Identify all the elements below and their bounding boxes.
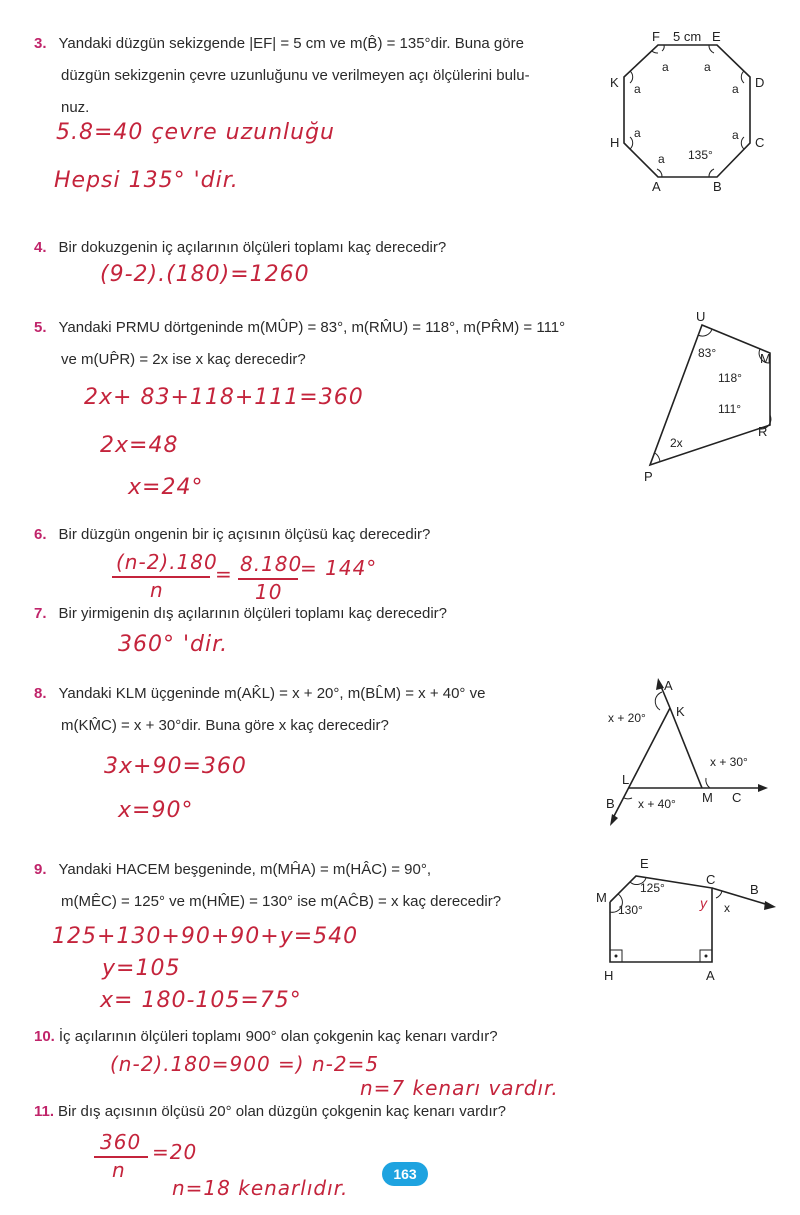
label-a: A [652, 179, 661, 194]
label-u: U [696, 309, 706, 324]
question-text-line: Yandaki PRMU dörtgeninde m(MÛP) = 83°, m(RM̂U) = 118°, m(PR̂M) = 111° [58, 319, 566, 336]
angle-b: 135° [688, 148, 713, 162]
handwritten-answer: 5.8=40 çevre uzunluğu [56, 120, 335, 145]
label-b: B [606, 796, 615, 811]
handwritten-answer: (n-2).180=900 =) n-2=5 [110, 1052, 380, 1076]
handwritten-answer: n=18 kenarlıdır. [172, 1176, 349, 1200]
question-text-line: Bir yirmigenin dış açılarının ölçüleri toplamı kaç derecedir? [58, 605, 448, 622]
angle-a: a [704, 60, 711, 74]
question-text-line: Yandaki düzgün sekizgende |EF| = 5 cm ve m(B̂) = 135°dir. Buna göre [58, 35, 524, 52]
label-p: P [644, 469, 653, 484]
angle-a: a [732, 128, 739, 142]
label-l: L [622, 772, 630, 787]
label-c: C [706, 872, 716, 887]
question-text-line: İç açılarının ölçüleri toplamı 900° olan çokgenin kaç kenarı vardır? [58, 1028, 498, 1045]
label-k: K [676, 704, 685, 719]
angle-akl: x + 20° [608, 711, 646, 725]
question-7 [34, 604, 447, 624]
question-number: 5. [34, 319, 47, 336]
label-a: A [706, 968, 715, 983]
question-text-line: Bir dış açısının ölçüsü 20° olan düzgün çokgenin kaç kenarı vardır? [58, 1103, 506, 1120]
angle-a: a [732, 82, 739, 96]
label-b: B [750, 882, 759, 897]
label-f: F [652, 29, 660, 44]
handwritten-answer: 360° 'dir. [118, 632, 229, 657]
angle-e: 125° [640, 881, 665, 895]
question-number: 8. [34, 685, 47, 702]
handwritten-answer: x=90° [118, 798, 194, 823]
page-number: 163 [382, 1162, 428, 1186]
question-text-line: nuz. [61, 99, 90, 116]
question-number: 3. [34, 35, 47, 52]
handwritten-answer: 2x=48 [100, 433, 179, 458]
question-text-line: Bir düzgün ongenin bir iç açısının ölçüsü kaç derecedir? [58, 526, 431, 543]
question-8 [34, 684, 485, 736]
label-e: E [640, 856, 649, 871]
question-text-line: Yandaki HACEM beşgeninde, m(MĤA) = m(HÂC) = 90°, [58, 861, 432, 878]
handwritten-answer: Hepsi 135° 'dir. [54, 168, 239, 193]
handwritten-answer: x=24° [128, 475, 204, 500]
handwritten-answer: n [150, 578, 164, 602]
handwritten-answer: x= 180-105=75° [100, 988, 302, 1013]
label-h: H [610, 135, 620, 150]
question-number: 9. [34, 861, 47, 878]
handwritten-answer: 2x+ 83+118+111=360 [84, 385, 364, 410]
angle-m: 118° [718, 371, 742, 385]
question-6 [34, 525, 430, 545]
question-5 [34, 318, 565, 370]
question-text-line: m(MÊC) = 125° ve m(HM̂E) = 130° ise m(AĈB) = x kaç derecedir? [61, 893, 502, 910]
label-m: M [596, 890, 607, 905]
question-number: 4. [34, 239, 47, 256]
question-text-line: Bir dokuzgenin iç açılarının ölçüleri toplamı kaç derecedir? [58, 239, 447, 256]
handwritten-answer: 125+130+90+90+y=540 [52, 924, 359, 949]
question-text-line: Yandaki KLM üçgeninde m(AK̂L) = x + 20°, m(BL̂M) = x + 40° ve [58, 685, 486, 702]
question-number: 7. [34, 605, 47, 622]
label-c: C [732, 790, 742, 805]
quadrilateral-diagram [630, 305, 790, 490]
angle-p: 2x [670, 436, 683, 450]
handwritten-answer: = 144° [300, 556, 378, 580]
angle-a: a [634, 126, 641, 140]
question-number: 6. [34, 526, 47, 543]
angle-a: a [634, 82, 641, 96]
label-b: B [713, 179, 722, 194]
label-d: D [755, 75, 765, 90]
angle-kmc: x + 30° [710, 755, 748, 769]
handwritten-answer: 8.180 [240, 552, 303, 576]
angle-x: x [724, 901, 730, 915]
label-c: C [755, 135, 765, 150]
label-a: A [664, 678, 673, 693]
question-text-line: m(KM̂C) = x + 30°dir. Buna göre x kaç derecedir? [61, 717, 389, 734]
handwritten-answer: 10 [255, 580, 283, 604]
handwritten-answer: 3x+90=360 [104, 754, 247, 779]
question-text-line: düzgün sekizgenin çevre uzunluğunu ve verilmeyen açı ölçülerini bulu- [61, 67, 530, 84]
handwritten-answer: (n-2).180 [116, 550, 218, 574]
handwritten-answer: = [215, 562, 233, 586]
question-10 [34, 1027, 498, 1047]
angle-y: y [700, 895, 707, 911]
octagon-diagram [600, 25, 780, 200]
angle-m: 130° [618, 903, 643, 917]
question-number: 10. [34, 1028, 55, 1045]
question-3 [34, 34, 530, 118]
handwritten-answer: 360 [100, 1130, 142, 1154]
label-e: E [712, 29, 721, 44]
triangle-diagram [600, 670, 790, 830]
handwritten-answer: y=105 [102, 956, 181, 981]
label-m: M [760, 351, 771, 366]
angle-a: a [662, 60, 669, 74]
handwritten-answer: =20 [152, 1140, 198, 1164]
angle-u: 83° [698, 346, 717, 360]
label-r: R [758, 424, 768, 439]
label-h: H [604, 968, 614, 983]
handwritten-answer: (9-2).(180)=1260 [100, 262, 310, 287]
question-4 [34, 238, 446, 258]
side-length: 5 cm [673, 29, 702, 44]
question-11 [34, 1102, 506, 1122]
angle-a: a [658, 152, 665, 166]
handwritten-answer: n [112, 1158, 126, 1182]
question-9 [34, 860, 501, 912]
handwritten-answer: n=7 kenarı vardır. [360, 1076, 559, 1100]
angle-r: 111° [718, 402, 742, 416]
label-m: M [702, 790, 713, 805]
label-k: K [610, 75, 619, 90]
question-number: 11. [34, 1103, 55, 1120]
pentagon-diagram [590, 850, 790, 990]
angle-blm: x + 40° [638, 797, 676, 811]
question-text-line: ve m(UP̂R) = 2x ise x kaç derecedir? [61, 351, 306, 368]
